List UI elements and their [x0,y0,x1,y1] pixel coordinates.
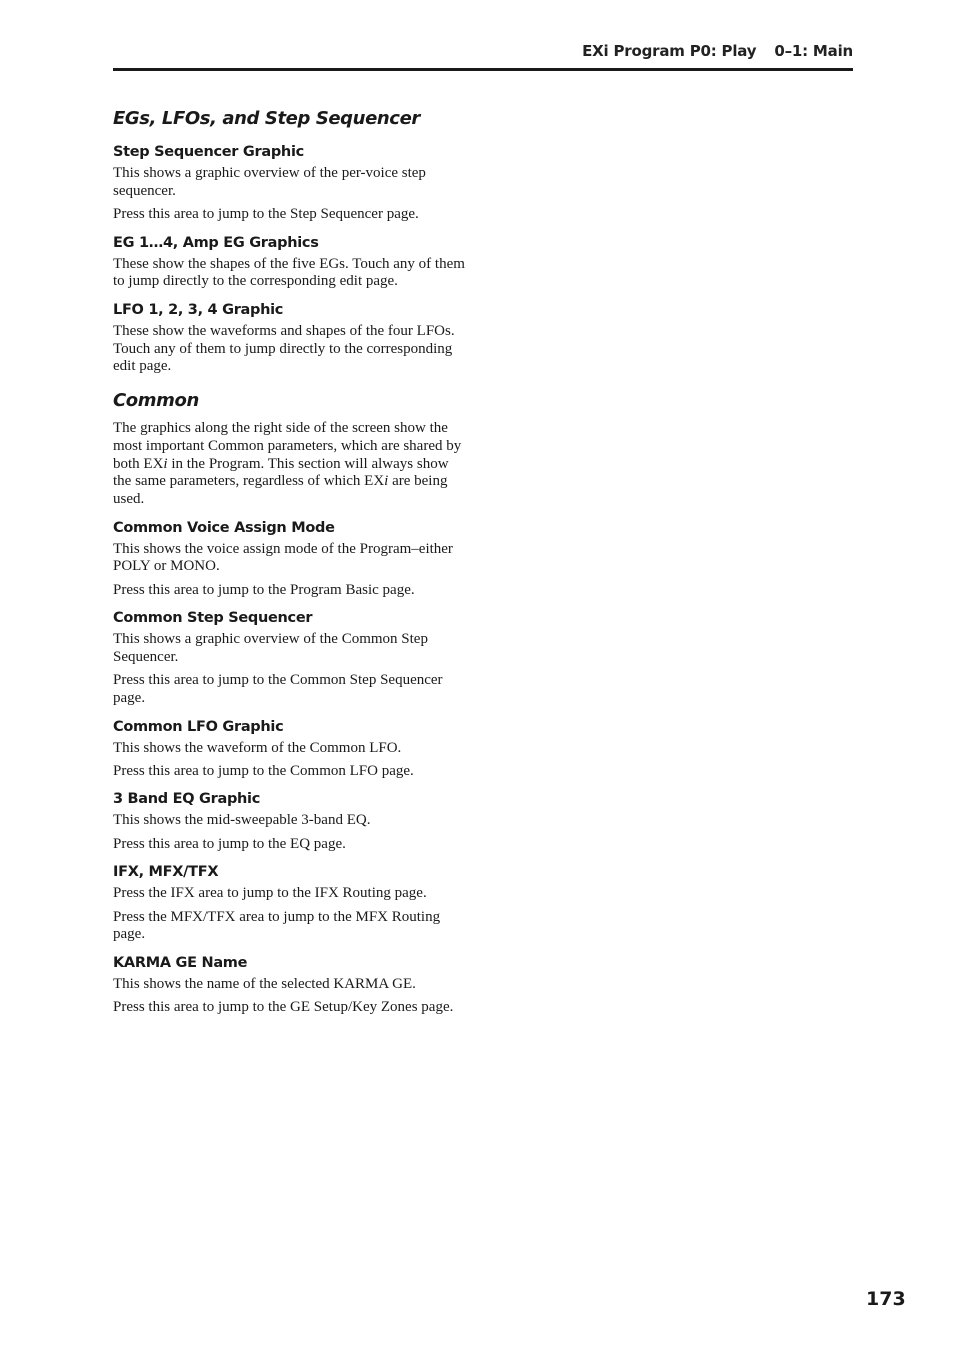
item-paragraph: Press this area to jump to the Step Sequencer page. [113,205,419,222]
item-3-band-eq-graphic [113,789,465,853]
content-column [113,106,465,1026]
exi-italic: i [384,473,389,490]
item-paragraph: These show the shapes of the five EGs. Touch any of them to jump directly to the corresponding edit page. [113,255,465,290]
running-header [113,42,853,71]
item-paragraph: This shows a graphic overview of the per-voice step sequencer. [113,165,426,199]
item-title: Common LFO Graphic [113,718,284,735]
item-ifx-mfx-tfx [113,862,465,944]
item-step-sequencer-graphic [113,142,465,224]
section-title-egs: EGs, LFOs, and Step Sequencer [113,108,420,129]
item-title: Common Voice Assign Mode [113,519,335,536]
item-common-voice-assign-mode [113,518,465,600]
item-title: IFX, MFX/TFX [113,864,219,881]
item-paragraph: Press this area to jump to the Common LFO page. [113,762,414,779]
item-title: 3 Band EQ Graphic [113,791,261,808]
item-paragraph: Press this area to jump to the Program Basic page. [113,581,415,598]
item-paragraph: Press the MFX/TFX area to jump to the MFX Routing page. [113,908,441,943]
item-title: LFO 1, 2, 3, 4 Graphic [113,302,284,319]
item-lfo-graphic [113,300,465,376]
header-right: 0–1: Main [774,42,853,60]
item-paragraph: This shows the name of the selected KARMA GE. [113,975,416,992]
item-common-lfo-graphic [113,717,465,781]
exi-italic: i [163,455,168,472]
item-karma-ge-name [113,953,465,1017]
header-text [582,42,853,60]
item-paragraph: Press this area to jump to the GE Setup/Key Zones page. [113,999,454,1016]
item-common-step-sequencer [113,608,465,707]
intro-paragraph: The graphics along the right side of the screen show the most important Common parameters, which are shared by both EXi in the Program. This section will always show the same parameters, regardless of which EXi are being used. [113,420,462,507]
item-paragraph: Press this area to jump to the Common Step Sequencer page. [113,672,443,706]
item-title: Common Step Sequencer [113,610,313,627]
item-paragraph: This shows the waveform of the Common LFO. [113,739,402,756]
item-paragraph: This shows a graphic overview of the Common Step Sequencer. [113,631,428,665]
item-paragraph: Press this area to jump to the EQ page. [113,835,346,852]
item-paragraph: This shows the mid-sweepable 3-band EQ. [113,812,371,829]
item-paragraph: Press the IFX area to jump to the IFX Routing page. [113,885,427,902]
item-title: EG 1…4, Amp EG Graphics [113,234,319,251]
item-title: Step Sequencer Graphic [113,144,304,160]
item-title: KARMA GE Name [113,954,248,971]
header-left: EXi Program P0: Play [582,42,757,60]
item-paragraph: These show the waveforms and shapes of the four LFOs. Touch any of them to jump directly to the corresponding edit page. [113,323,455,375]
item-eg-graphics [113,233,465,291]
common-intro [113,420,465,509]
page-number: 173 [866,1288,906,1310]
item-paragraph: This shows the voice assign mode of the Program–either POLY or MONO. [113,540,453,575]
section-title-common: Common [113,390,199,412]
